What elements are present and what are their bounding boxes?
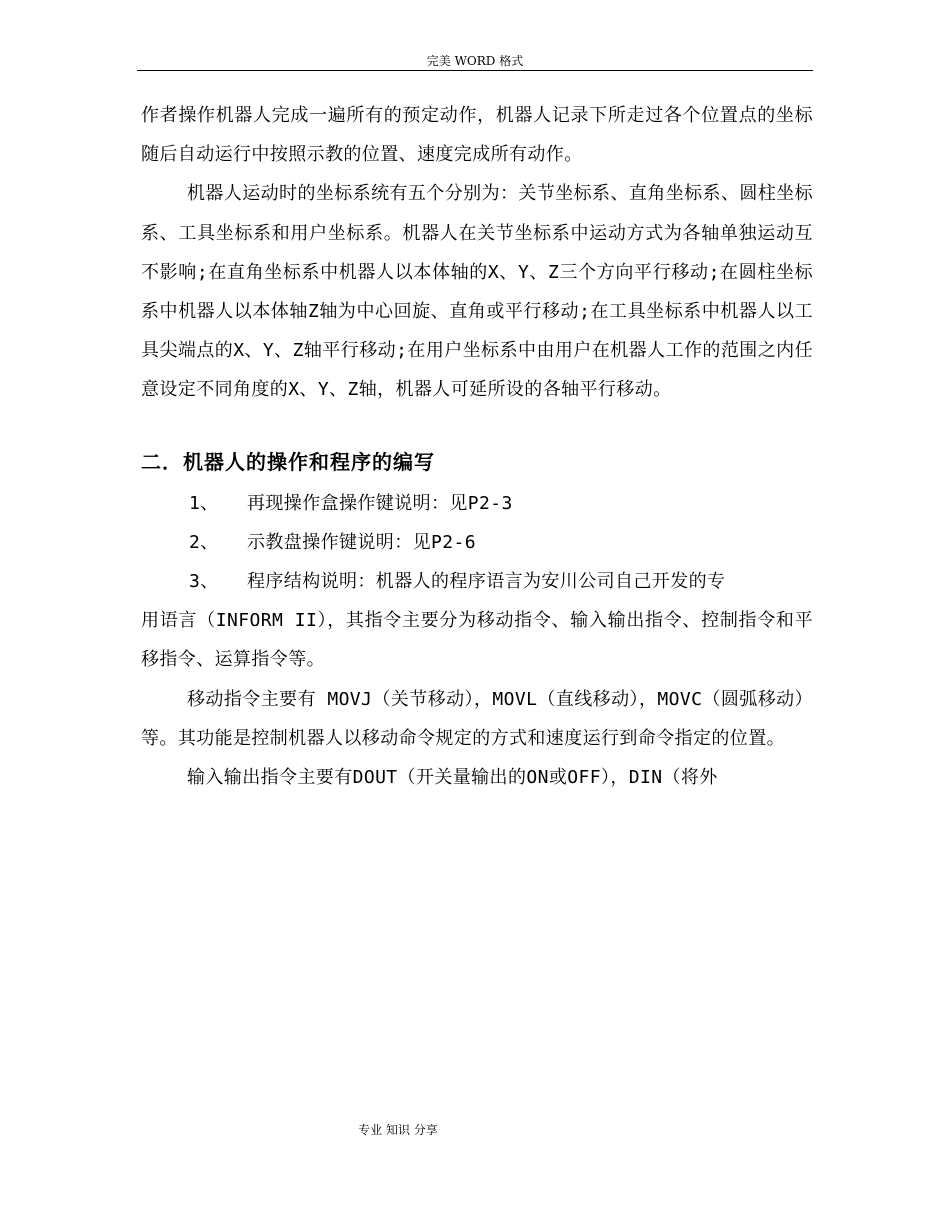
header-rule (137, 70, 813, 71)
paragraph-program-structure: 用语言（INFORM II），其指令主要分为移动指令、输入输出指令、控制指令和平移指令、运算指令等。 (141, 610, 813, 671)
list-item-2 (141, 523, 813, 562)
list-item-3 (141, 562, 813, 601)
list-text: 程序结构说明：机器人的程序语言为安川公司自己开发的专 (247, 571, 726, 593)
list-number: 2、 (189, 531, 219, 553)
list-text: 再现操作盒操作键说明：见P2-3 (247, 492, 513, 514)
paragraph-move-instructions: 移动指令主要有 MOVJ（关节移动），MOVL（直线移动），MOVC（圆弧移动）等。其功能是控制机器人以移动命令规定的方式和速度运行到命令指定的位置。 (141, 688, 813, 749)
paragraph-teaching-continued: 作者操作机器人完成一遍所有的预定动作，机器人记录下所走过各个位置点的坐标随后自动运行中按照示教的位置、速度完成所有动作。 (141, 105, 813, 166)
page-header: 完美 WORD 格式 (426, 54, 524, 68)
section-heading-operation: 二．机器人的操作和程序的编写 (141, 449, 435, 474)
paragraph-coordinate-systems: 机器人运动时的坐标系统有五个分别为：关节坐标系、直角坐标系、圆柱坐标系、工具坐标系和用户坐标系。机器人在关节坐标系中运动方式为各轴单独运动互不影响;在直角坐标系中机器人以本体轴的X、Y、Z三个方向平行移动;在圆柱坐标系中机器人以本体轴Z轴为中心回旋、直角或平行移动;在工具坐标系中机器人以工具尖端点的X、Y、Z轴平行移动;在用户坐标系中由用户在机器人工作的范围之内任意设定不同角度的X、Y、Z轴，机器人可延所设的各轴平行移动。 (141, 183, 813, 401)
list-item-1 (141, 484, 813, 523)
list-number: 3、 (189, 571, 219, 593)
paragraph-io-instructions: 输入输出指令主要有DOUT（开关量输出的ON或OFF），DIN（将外 (187, 767, 718, 789)
list-text: 示教盘操作键说明：见P2-6 (247, 531, 476, 553)
page-footer: 专业 知识 分享 (358, 1123, 438, 1137)
list-number: 1、 (189, 492, 219, 514)
document-body (141, 96, 813, 797)
